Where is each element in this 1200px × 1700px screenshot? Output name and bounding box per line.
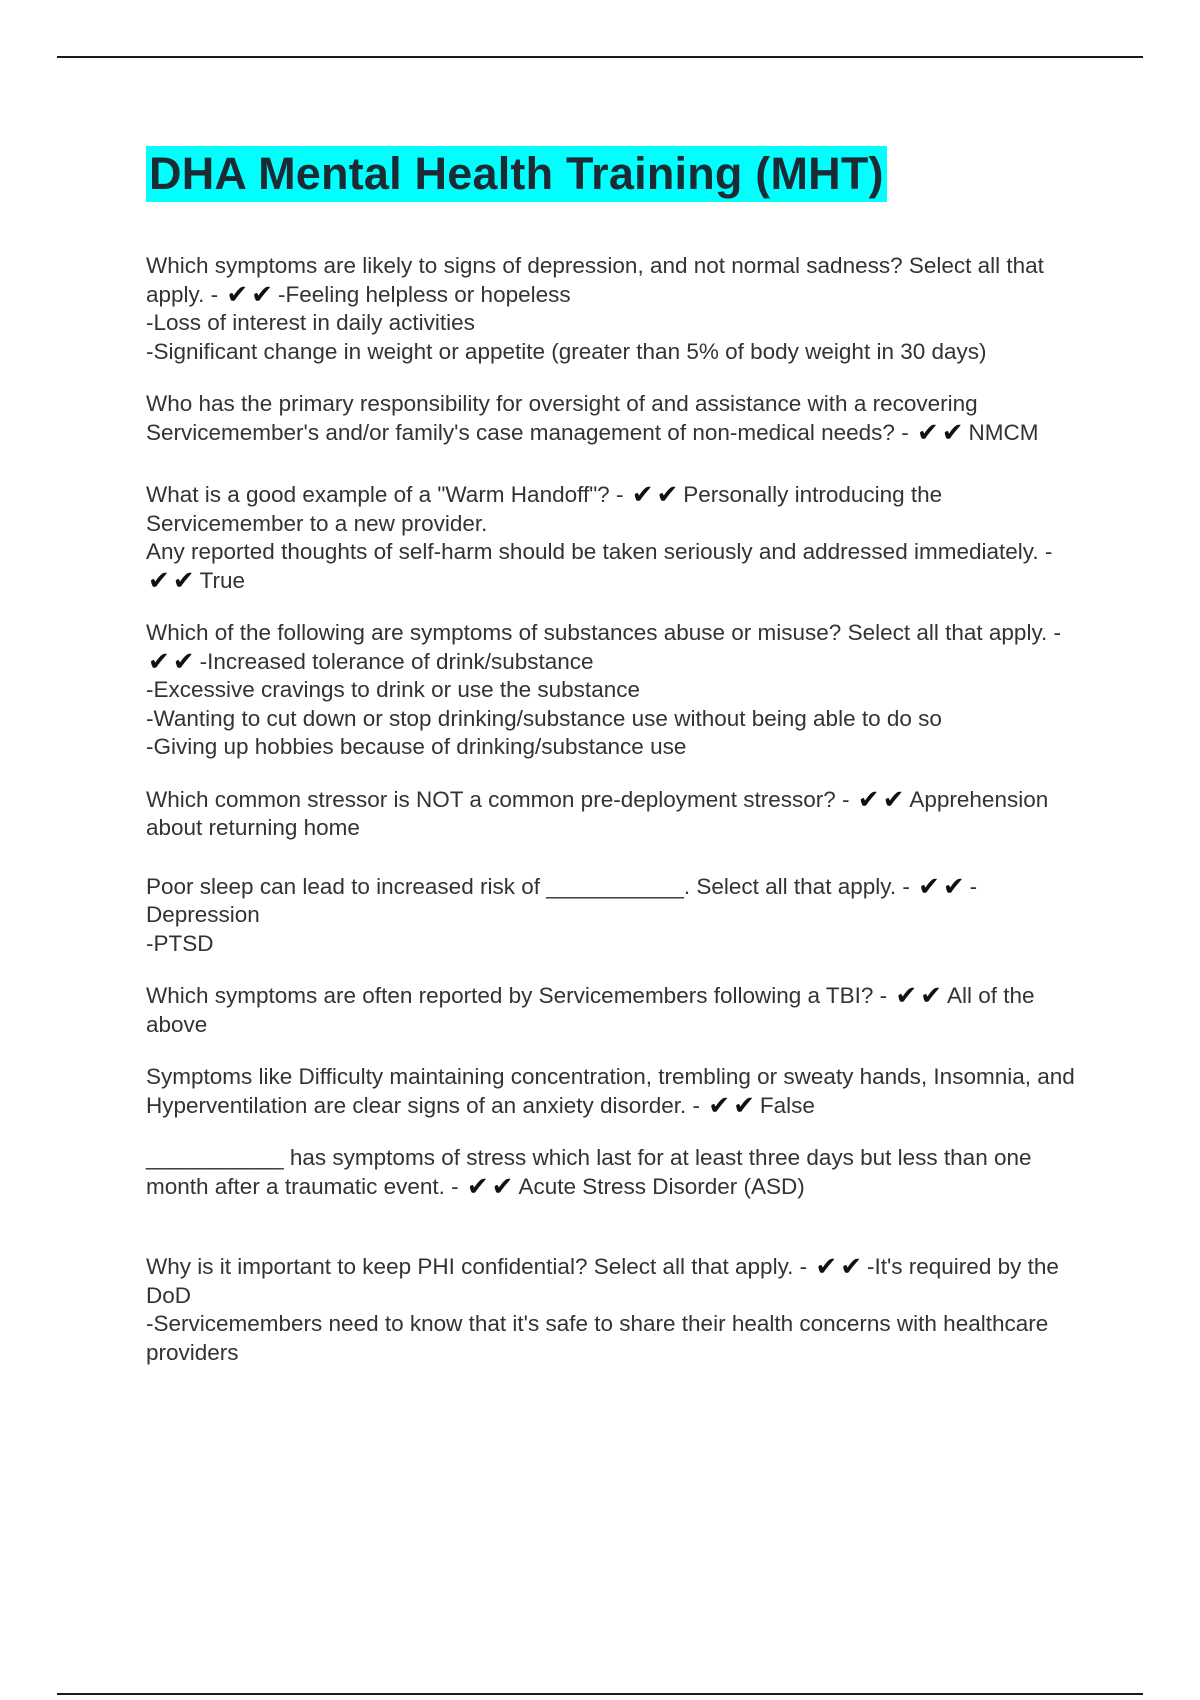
qa-list [146, 252, 1082, 1367]
double-check-icon: ✔✔ [815, 1252, 865, 1282]
question-text: Why is it important to keep PHI confidential? Select all that apply. - [146, 1254, 814, 1279]
question-text: Which symptoms are often reported by Servicemembers following a TBI? - [146, 983, 894, 1008]
double-check-icon: ✔✔ [708, 1090, 758, 1121]
question-text: Poor sleep can lead to increased risk of ___________. Select all that apply. - [146, 873, 917, 899]
question-text: Any reported thoughts of self-harm should be taken seriously and addressed immediately. - [146, 539, 1059, 564]
question-text: Which symptoms are likely to signs of depression, and not normal sadness? Select all that apply. - [146, 253, 1051, 307]
double-check-icon: ✔✔ [631, 480, 682, 510]
answer-continuation: -Servicemembers need to know that it's safe to share their health concerns with healthcare providers [146, 1311, 1055, 1365]
qa-item [146, 538, 1076, 595]
bottom-divider [57, 1693, 1143, 1695]
qa-item [146, 982, 1076, 1039]
question-text: Symptoms like Difficulty maintaining concentration, trembling or sweaty hands, Insomnia, and Hyperventilation are clear signs of an anxiety disorder. - [146, 1064, 1082, 1118]
qa-item [146, 786, 1076, 843]
qa-item [146, 873, 1076, 959]
answer-text: -Feeling helpless or hopeless [277, 281, 571, 307]
qa-item [146, 390, 1076, 447]
double-check-icon: ✔✔ [918, 871, 968, 902]
answer-text: -It's required by the DoD [146, 1254, 1066, 1308]
answer-continuation: -Loss of interest in daily activities [146, 310, 475, 335]
double-check-icon: ✔✔ [895, 981, 945, 1011]
double-check-icon: ✔✔ [148, 565, 198, 596]
question-text: What is a good example of a "Warm Handoff"? - [146, 482, 630, 507]
answer-text: Acute Stress Disorder (ASD) [518, 1173, 805, 1199]
answer-text: All of the above [146, 983, 1041, 1037]
double-check-icon: ✔✔ [148, 646, 198, 677]
document-title: DHA Mental Health Training (MHT) [146, 146, 887, 202]
question-text: Who has the primary responsibility for oversight of and assistance with a recovering Servicemember's and/or family's case management of non-medical needs? - [146, 391, 984, 445]
qa-item [146, 1144, 1076, 1201]
answer-continuation: -Wanting to cut down or stop drinking/substance use without being able to do so [146, 705, 942, 731]
document-body [146, 146, 1082, 1391]
answer-text: -Depression [146, 873, 978, 927]
answer-text: -Increased tolerance of drink/substance [199, 648, 594, 674]
qa-item [146, 1063, 1082, 1121]
qa-item [146, 481, 1076, 538]
top-divider [57, 56, 1143, 58]
answer-continuation: -Excessive cravings to drink or use the substance [146, 677, 640, 702]
question-text: ___________ has symptoms of stress which last for at least three days but less than one month after a traumatic event. - [146, 1145, 1038, 1199]
answer-text: NMCM [968, 419, 1039, 445]
answer-text: True [199, 567, 246, 593]
answer-text: Personally introducing the Servicemember to a new provider. [146, 482, 949, 536]
qa-item [146, 252, 1076, 366]
question-text: Which of the following are symptoms of substances abuse or misuse? Select all that apply. - [146, 620, 1068, 645]
question-text: Which common stressor is NOT a common pre-deployment stressor? - [146, 786, 856, 812]
answer-continuation: -Significant change in weight or appetite (greater than 5% of body weight in 30 days) [146, 338, 987, 364]
answer-text: False [759, 1092, 815, 1118]
answer-continuation: -PTSD [146, 930, 214, 956]
double-check-icon: ✔✔ [916, 417, 967, 448]
double-check-icon: ✔✔ [226, 279, 276, 310]
answer-continuation: -Giving up hobbies because of drinking/substance use [146, 734, 687, 759]
answer-text: Apprehension about returning home [146, 786, 1055, 840]
double-check-icon: ✔✔ [857, 784, 908, 815]
qa-item [146, 619, 1076, 762]
qa-item [146, 1253, 1076, 1367]
double-check-icon: ✔✔ [466, 1171, 517, 1202]
